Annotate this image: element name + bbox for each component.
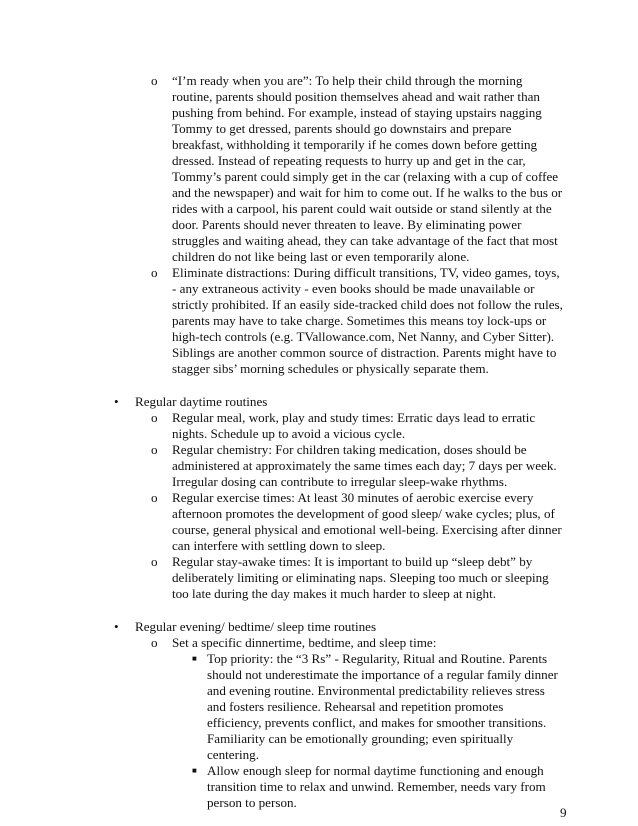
text-line: Regular stay-awake times: It is important to build up “sleep debt” by bbox=[172, 554, 533, 569]
sub-bullet-marker: o bbox=[151, 265, 158, 280]
text-line: and fosters resilience. Rehearsal and repetition promotes bbox=[207, 699, 504, 714]
text-line: dressed. Instead of repeating requests to hurry up and get in the car, bbox=[172, 153, 526, 168]
sub-bullet-marker: o bbox=[151, 73, 158, 88]
text-line: person to person. bbox=[207, 795, 297, 810]
text-line: Tommy to get dressed, parents should go downstairs and prepare bbox=[172, 121, 512, 136]
text-line: Siblings are another common source of distraction. Parents might have to bbox=[172, 345, 557, 360]
bullet-marker: • bbox=[114, 394, 119, 409]
bullet-marker: • bbox=[114, 619, 119, 634]
page-number: 9 bbox=[560, 805, 567, 820]
text-line: children do not like being last or even temporarily alone. bbox=[172, 249, 470, 264]
text-line: too late during the day makes it much harder to sleep at night. bbox=[172, 586, 496, 601]
sub-bullet-marker: o bbox=[151, 635, 158, 650]
text-line: door. Parents should never threaten to leave. By eliminating power bbox=[172, 217, 522, 232]
text-line: can interfere with settling down to sleep. bbox=[172, 538, 386, 553]
text-line: high-tech controls (e.g. TVallowance.com, Net Nanny, and Cyber Sitter). bbox=[172, 329, 555, 344]
text-line: Regular chemistry: For children taking medication, doses should be bbox=[172, 442, 527, 457]
text-line: centering. bbox=[207, 747, 259, 762]
text-line: and the newspaper) and wait for him to come out. If he walks to the bus or bbox=[172, 185, 563, 200]
text-line: deliberately limiting or eliminating naps. Sleeping too much or sleeping bbox=[172, 570, 549, 585]
square-bullet-marker: ■ bbox=[192, 654, 197, 663]
text-line: and evening routine. Environmental predictability relieves stress bbox=[207, 683, 545, 698]
text-line: - any extraneous activity - even books should be made unavailable or bbox=[172, 281, 535, 296]
text-line: Irregular dosing can contribute to irregular sleep-wake rhythms. bbox=[172, 474, 508, 489]
text-line: Allow enough sleep for normal daytime functioning and enough bbox=[207, 763, 544, 778]
sub-bullet-marker: o bbox=[151, 410, 158, 425]
text-line: parents may have to take charge. Sometimes this means toy lock-ups or bbox=[172, 313, 547, 328]
text-line: should not underestimate the importance of a regular family dinner bbox=[207, 667, 558, 682]
sub-bullet-marker: o bbox=[151, 554, 158, 569]
text-line: stagger sibs’ morning schedules or physically separate them. bbox=[172, 361, 489, 376]
text-line: transition time to relax and unwind. Remember, needs vary from bbox=[207, 779, 546, 794]
text-line: Top priority: the “3 Rs” - Regularity, Ritual and Routine. Parents bbox=[207, 651, 548, 666]
text-line: Familiarity can be emotionally grounding; even spiritually bbox=[207, 731, 514, 746]
section-heading: Regular evening/ bedtime/ sleep time routines bbox=[135, 619, 377, 634]
text-line: course, general physical and emotional well-being. Exercising after dinner bbox=[172, 522, 562, 537]
text-line: Set a specific dinnertime, bedtime, and sleep time: bbox=[172, 635, 437, 650]
text-line: efficiency, prevents conflict, and makes for smoother transitions. bbox=[207, 715, 547, 730]
sub-bullet-marker: o bbox=[151, 442, 158, 457]
text-line: Regular exercise times: At least 30 minutes of aerobic exercise every bbox=[172, 490, 534, 505]
text-line: strictly prohibited. If an easily side-tracked child does not follow the rules, bbox=[172, 297, 563, 312]
text-line: afternoon promotes the development of good sleep/ wake cycles; plus, of bbox=[172, 506, 555, 521]
text-line: rides with a carpool, his parent could wait outside or stand silently at the bbox=[172, 201, 552, 216]
sub-bullet-marker: o bbox=[151, 490, 158, 505]
text-line: breakfast, withholding it temporarily if he comes down before getting bbox=[172, 137, 538, 152]
text-line: administered at approximately the same times each day; 7 days per week. bbox=[172, 458, 557, 473]
text-line: routine, parents should position themselves ahead and wait rather than bbox=[172, 89, 540, 104]
text-line: Regular meal, work, play and study times: Erratic days lead to erratic bbox=[172, 410, 536, 425]
text-line: Eliminate distractions: During difficult transitions, TV, video games, toys, bbox=[172, 265, 560, 280]
section-heading: Regular daytime routines bbox=[135, 394, 268, 409]
text-line: struggles and waiting ahead, they can take advantage of the fact that most bbox=[172, 233, 558, 248]
text-line: pushing from behind. For example, instead of staying upstairs nagging bbox=[172, 105, 542, 120]
text-line: “I’m ready when you are”: To help their child through the morning bbox=[172, 73, 523, 88]
text-line: Tommy’s parent could simply get in the car (relaxing with a cup of coffee bbox=[172, 169, 559, 184]
square-bullet-marker: ■ bbox=[192, 766, 197, 775]
text-line: nights. Schedule up to avoid a vicious cycle. bbox=[172, 426, 406, 441]
